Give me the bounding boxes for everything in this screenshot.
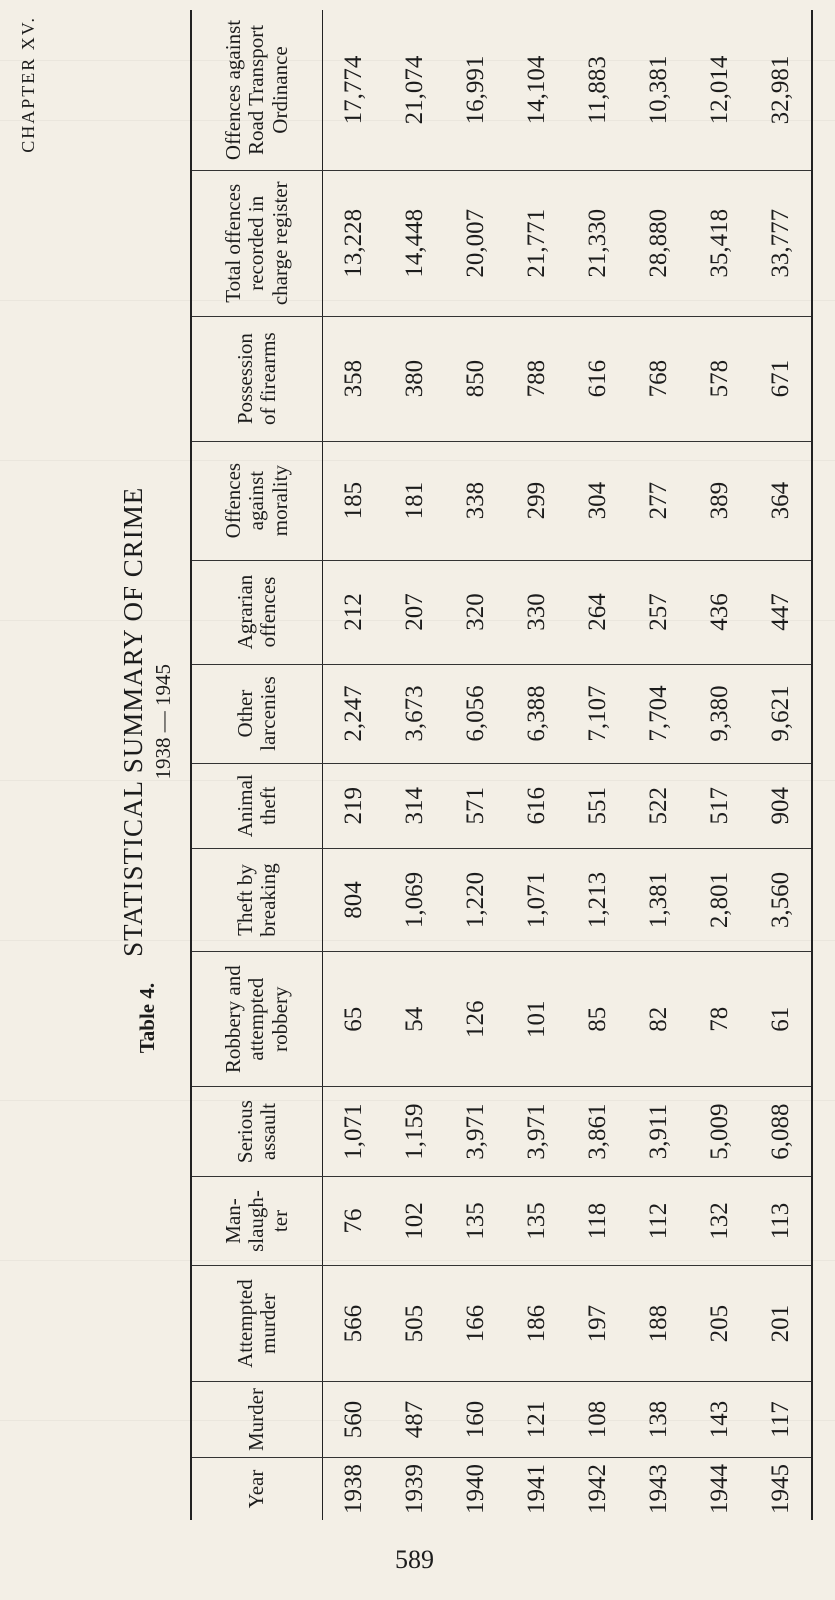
table-cell: 186: [506, 1266, 567, 1382]
table-cell: 65: [323, 952, 385, 1087]
table-cell: 197: [567, 1266, 628, 1382]
table-row: [323, 10, 385, 1520]
table-cell: 338: [445, 441, 506, 560]
table-row: [689, 10, 750, 1520]
table-cell: 1,220: [445, 848, 506, 951]
table-cell: 181: [384, 441, 445, 560]
table-cell: 804: [323, 848, 385, 951]
table-cell: 21,074: [384, 10, 445, 170]
table-cell: 788: [506, 316, 567, 441]
table-cell: 121: [506, 1382, 567, 1458]
table-cell: 16,991: [445, 10, 506, 170]
table-cell: 904: [750, 763, 812, 848]
table-cell: 20,007: [445, 170, 506, 316]
table-cell: 447: [750, 560, 812, 664]
table-cell: 517: [689, 763, 750, 848]
table-cell: 3,971: [445, 1087, 506, 1176]
table-header-row: [191, 10, 323, 1520]
table-label: Table 4.: [134, 982, 159, 1054]
table-cell: 32,981: [750, 10, 812, 170]
table-cell: 6,056: [445, 664, 506, 763]
column-header: Attempted murder: [191, 1266, 323, 1382]
column-header: Man-slaugh-ter: [191, 1176, 323, 1265]
table-cell: 212: [323, 560, 385, 664]
year-cell: 1943: [644, 1464, 672, 1514]
table-cell: 1,213: [567, 848, 628, 951]
table-cell: 118: [567, 1176, 628, 1265]
table-cell: 21,330: [567, 170, 628, 316]
year-cell: 1942: [583, 1464, 611, 1514]
table-cell: 2,801: [689, 848, 750, 951]
page-number: 589: [395, 1545, 434, 1574]
table-cell: 14,104: [506, 10, 567, 170]
table-cell: 6,088: [750, 1087, 812, 1176]
column-header: Murder: [191, 1382, 323, 1458]
table-cell: 358: [323, 316, 385, 441]
table-row: [445, 10, 506, 1520]
table-cell: 108: [567, 1382, 628, 1458]
year-cell: 1940: [461, 1464, 489, 1514]
table-cell: 33,777: [750, 170, 812, 316]
table-cell: 185: [323, 441, 385, 560]
column-header: Serious assault: [191, 1087, 323, 1176]
table-cell: 671: [750, 316, 812, 441]
table-row: [750, 10, 812, 1520]
table-cell: 3,560: [750, 848, 812, 951]
table-cell: 101: [506, 952, 567, 1087]
table-cell: 132: [689, 1176, 750, 1265]
table-row: [506, 10, 567, 1520]
year-cell: 1944: [705, 1464, 733, 1514]
table-cell: 11,883: [567, 10, 628, 170]
column-header: Possession of firearms: [191, 316, 323, 441]
year-cell: 1941: [522, 1464, 550, 1514]
table-row: [384, 10, 445, 1520]
table-title: STATISTICAL SUMMARY OF CRIME: [118, 486, 148, 957]
table-cell: 135: [506, 1176, 567, 1265]
table-cell: 6,388: [506, 664, 567, 763]
table-cell: 7,704: [628, 664, 689, 763]
table-title-block: [118, 0, 176, 1540]
table-cell: 436: [689, 560, 750, 664]
table-cell: 264: [567, 560, 628, 664]
table-cell: 112: [628, 1176, 689, 1265]
chapter-heading: CHAPTER XV.: [18, 16, 38, 153]
table-cell: 616: [506, 763, 567, 848]
table-cell: 505: [384, 1266, 445, 1382]
year-cell: 1939: [400, 1464, 428, 1514]
table-cell: 135: [445, 1176, 506, 1265]
table-cell: 17,774: [323, 10, 385, 170]
table-cell: 61: [750, 952, 812, 1087]
table-cell: 2,247: [323, 664, 385, 763]
table-cell: 117: [750, 1382, 812, 1458]
table-cell: 143: [689, 1382, 750, 1458]
table-cell: 28,880: [628, 170, 689, 316]
column-header: Agrarian offences: [191, 560, 323, 664]
table-cell: 76: [323, 1176, 385, 1265]
column-header: Other larcenies: [191, 664, 323, 763]
table-cell: 166: [445, 1266, 506, 1382]
table-cell: 35,418: [689, 170, 750, 316]
table-cell: 201: [750, 1266, 812, 1382]
table-cell: 487: [384, 1382, 445, 1458]
table-cell: 113: [750, 1176, 812, 1265]
table-cell: 138: [628, 1382, 689, 1458]
table-cell: 3,861: [567, 1087, 628, 1176]
table-cell: 299: [506, 441, 567, 560]
table-cell: 205: [689, 1266, 750, 1382]
table-cell: 257: [628, 560, 689, 664]
table-cell: 320: [445, 560, 506, 664]
table-cell: 9,621: [750, 664, 812, 763]
table-cell: 522: [628, 763, 689, 848]
table-cell: 10,381: [628, 10, 689, 170]
table-cell: 219: [323, 763, 385, 848]
table-cell: 566: [323, 1266, 385, 1382]
table-body: [323, 10, 813, 1520]
table-cell: 3,971: [506, 1087, 567, 1176]
table-cell: 82: [628, 952, 689, 1087]
table-cell: 78: [689, 952, 750, 1087]
table-cell: 389: [689, 441, 750, 560]
table-cell: 330: [506, 560, 567, 664]
table-cell: 277: [628, 441, 689, 560]
table-cell: 9,380: [689, 664, 750, 763]
table-cell: 102: [384, 1176, 445, 1265]
table-cell: 560: [323, 1382, 385, 1458]
column-header: Offences against Road Transport Ordinance: [191, 10, 323, 170]
table-cell: 1,071: [506, 848, 567, 951]
table-cell: 14,448: [384, 170, 445, 316]
table-cell: 1,071: [323, 1087, 385, 1176]
year-cell: 1945: [750, 1458, 812, 1521]
table-cell: 551: [567, 763, 628, 848]
column-header: Year: [244, 1469, 269, 1509]
table-cell: 3,911: [628, 1087, 689, 1176]
table-cell: 1,159: [384, 1087, 445, 1176]
table-cell: 364: [750, 441, 812, 560]
column-header: Theft by breaking: [191, 848, 323, 951]
table-cell: 571: [445, 763, 506, 848]
table-cell: 54: [384, 952, 445, 1087]
table-cell: 304: [567, 441, 628, 560]
table-cell: 314: [384, 763, 445, 848]
table-years-range: 1938 — 1945: [151, 664, 175, 780]
table-cell: 1,381: [628, 848, 689, 951]
column-header: Offences against morality: [191, 441, 323, 560]
table-cell: 616: [567, 316, 628, 441]
table-cell: 3,673: [384, 664, 445, 763]
table-cell: 207: [384, 560, 445, 664]
table-cell: 380: [384, 316, 445, 441]
year-cell: 1938: [339, 1464, 367, 1514]
table-cell: 1,069: [384, 848, 445, 951]
table-cell: 13,228: [323, 170, 385, 316]
table-cell: 12,014: [689, 10, 750, 170]
table-cell: 578: [689, 316, 750, 441]
table-cell: 85: [567, 952, 628, 1087]
table-cell: 850: [445, 316, 506, 441]
table-cell: 21,771: [506, 170, 567, 316]
table-cell: 768: [628, 316, 689, 441]
table-row: [567, 10, 628, 1520]
table-cell: 7,107: [567, 664, 628, 763]
table-cell: 188: [628, 1266, 689, 1382]
table-row: [628, 10, 689, 1520]
crime-summary-table: [190, 10, 813, 1520]
table-cell: 5,009: [689, 1087, 750, 1176]
table-cell: 160: [445, 1382, 506, 1458]
column-header: Total offences recorded in charge register: [191, 170, 323, 316]
column-header: Robbery and attempted robbery: [191, 952, 323, 1087]
table-cell: 126: [445, 952, 506, 1087]
column-header: Animal theft: [191, 763, 323, 848]
